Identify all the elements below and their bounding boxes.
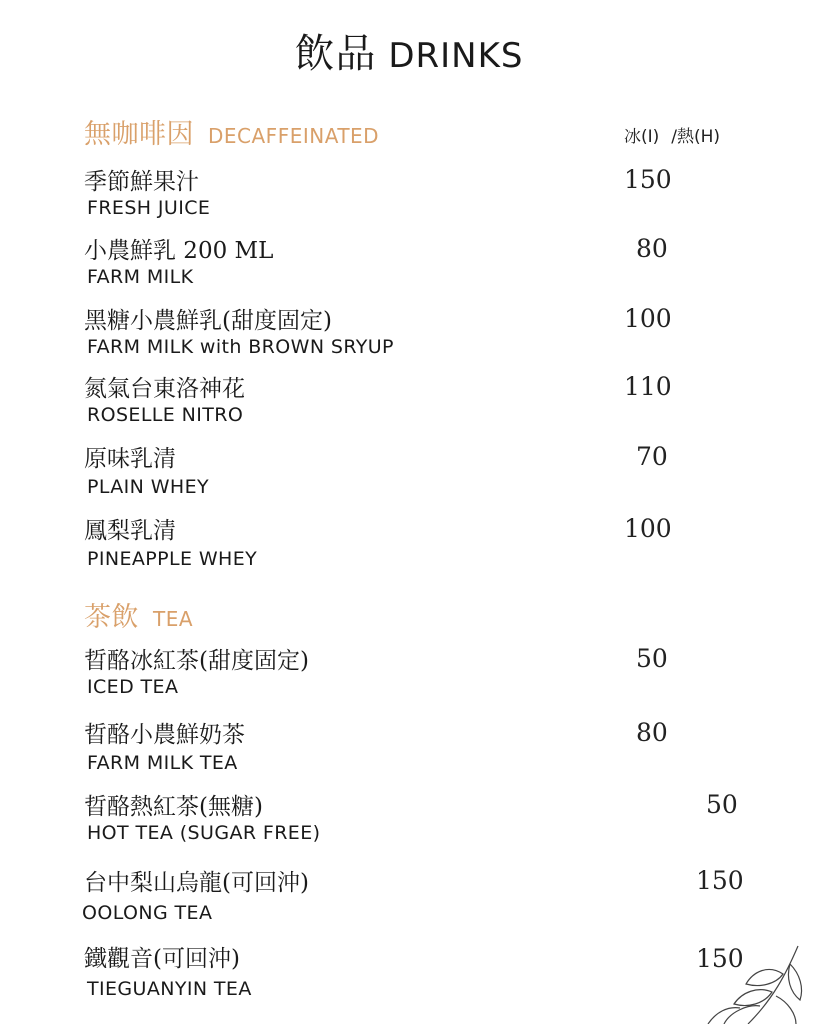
page-title: [0, 22, 818, 79]
title-zh: 飲品: [294, 31, 377, 77]
item-price-hot: 150: [696, 944, 744, 973]
menu-item: [84, 788, 784, 852]
section-decaf-heading: [84, 112, 379, 151]
item-name-en: TIEGUANYIN TEA: [87, 978, 252, 1000]
menu-item: [84, 370, 784, 434]
menu-item: [84, 512, 784, 576]
item-price-hot: 50: [706, 790, 738, 819]
menu-item: [84, 642, 784, 706]
item-price-hot: 150: [696, 866, 744, 895]
item-name-en: FARM MILK TEA: [87, 752, 238, 774]
leaf-decoration-icon: [668, 944, 818, 1024]
item-price-ice: 150: [624, 165, 672, 194]
item-name-en: ICED TEA: [87, 676, 179, 698]
item-name-zh: 氮氣台東洛神花: [84, 376, 245, 402]
item-price-ice: 70: [636, 442, 668, 471]
item-name-en: FRESH JUICE: [87, 197, 211, 219]
item-price-ice: 110: [624, 372, 672, 401]
section-tea-en: TEA: [153, 607, 194, 631]
item-price-ice: 50: [636, 644, 668, 673]
menu-item: [84, 232, 784, 296]
section-decaf-en: DECAFFEINATED: [208, 124, 380, 148]
title-en: DRINKS: [388, 36, 524, 76]
item-name-zh: 晢酪冰紅茶(甜度固定): [84, 648, 309, 674]
item-name-en: HOT TEA (SUGAR FREE): [87, 822, 321, 844]
price-column-headers: [624, 122, 720, 147]
item-name-en: FARM MILK with BROWN SRYUP: [87, 336, 394, 358]
menu-item: [84, 302, 784, 366]
item-name-zh: 台中梨山烏龍(可回沖): [84, 870, 309, 896]
item-name-en: ROSELLE NITRO: [87, 404, 244, 426]
item-name-zh: 鳳梨乳清: [84, 518, 176, 544]
hot-column-header: /熱(H): [671, 127, 721, 147]
item-name-en: PLAIN WHEY: [87, 476, 210, 498]
item-name-en: PINEAPPLE WHEY: [87, 548, 258, 570]
section-tea-zh: 茶飲: [84, 602, 139, 633]
item-name-zh: 季節鮮果汁: [84, 169, 199, 195]
section-tea-heading: [84, 595, 193, 634]
item-name-zh: 晢酪熱紅茶(無糖): [84, 794, 263, 820]
menu-item: [84, 864, 784, 928]
item-price-ice: 100: [624, 304, 672, 333]
item-name-zh: 小農鮮乳 200 ML: [84, 238, 274, 264]
item-name-zh: 鐵觀音(可回沖): [84, 946, 240, 972]
item-price-ice: 80: [636, 234, 668, 263]
item-name-zh: 原味乳清: [84, 446, 176, 472]
item-name-zh: 黑糖小農鮮乳(甜度固定): [84, 308, 332, 334]
menu-item: [84, 716, 784, 780]
menu-item: [84, 163, 784, 227]
ice-column-header: 冰(I): [624, 127, 660, 147]
item-price-ice: 100: [624, 514, 672, 543]
section-decaf-zh: 無咖啡因: [84, 119, 194, 150]
item-name-en: OOLONG TEA: [82, 902, 213, 924]
item-price-ice: 80: [636, 718, 668, 747]
item-name-zh: 晢酪小農鮮奶茶: [84, 722, 245, 748]
menu-item: [84, 440, 784, 504]
item-name-en: FARM MILK: [87, 266, 194, 288]
